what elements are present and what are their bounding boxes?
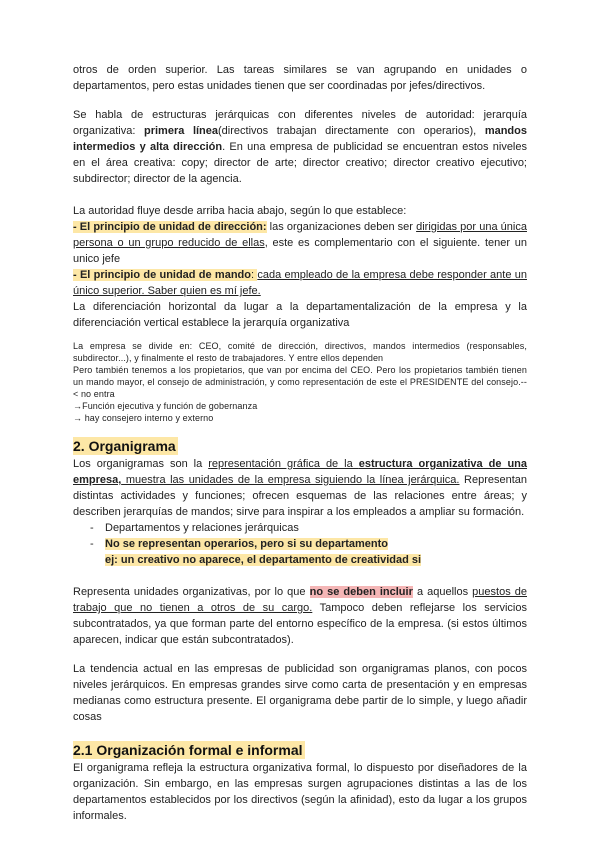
text-run: Tampoco deben reflejarse los servicios subcontratados, ya que forman parte del entorno específico de la empresa. (si estos últimos aparecen, indicar que están subcontratados). [73, 602, 527, 646]
paragraph-represents [73, 584, 527, 648]
bold-underline-run: estructura organizativa de una empresa, [73, 458, 528, 486]
list-item [73, 536, 527, 552]
paragraph-tendency: La tendencia actual en las empresas de publicidad son organigramas planos, con pocos niveles jerárquicos. En empresas grandes sirve como carta de presentación y en empresas medianas como estructura presente. El organigrama debe partir de lo simple, y luego añadir cosas [73, 663, 527, 723]
list-item-text: No se representan operarios, pero si su departamento [105, 538, 389, 550]
underline-run: dirigidas por una única persona o un grupo reducido de ellas [73, 221, 527, 249]
paragraph-departments: otros de orden superior. Las tareas similares se van agrupando en unidades o departamentos, pero estas unidades tienen que ser coordinadas por jefes/directivos. [73, 64, 527, 92]
list-item-continuation [73, 552, 527, 568]
list-item [73, 520, 527, 536]
bullet-dash: - [90, 522, 94, 534]
organigrama-list [73, 520, 527, 568]
bold-principle-direction: El principio de unidad de dirección: [79, 221, 267, 233]
principle-command [73, 267, 527, 299]
note-company-division: La empresa se divide en: CEO, comité de dirección, directivos, mandos intermedios (responsables, subdirector...), y finalmente el resto de trabajadores. Y entre ellos dependen [73, 341, 527, 363]
text-run: . En una empresa de publicidad se encuentran estos niveles en el área creativa: copy; director de arte; director creativo; director creativo ejecutivo; subdirector; director de la agencia. [73, 141, 527, 185]
dash: - [73, 221, 80, 233]
bold-primera-linea: primera línea [143, 125, 219, 137]
bold-mandos: mandos intermedios y alta dirección [73, 125, 527, 153]
underline-run: puestos de trabajo que no tienen a otros de su cargo. [73, 586, 527, 614]
highlight-no-incluir: no se deben incluir [309, 586, 413, 598]
text-run: Los organigramas son la [73, 458, 209, 470]
heading-organizacion: 2.1 Organización formal e informal [73, 742, 303, 758]
text-run: Representa unidades organizativas, por lo que [73, 586, 310, 598]
highlight-principle-command [73, 269, 257, 281]
paragraph-hierarchy [73, 107, 527, 187]
note-consejero: → hay consejero interno y externo [73, 413, 214, 423]
principle-direction [73, 219, 527, 267]
highlight-principle-direction [73, 221, 267, 233]
text-run: (directivos trabajan directamente con operarios), [218, 125, 485, 137]
paragraph-organigrama [73, 456, 527, 520]
text-run: Se habla de estructuras jerárquicas con diferentes niveles de autoridad: jerarquía organizativa: [73, 109, 527, 137]
paragraph-formal: El organigrama refleja la estructura organizativa formal, lo dispuesto por diseñadores de la organización. Sin embargo, en las empresas surgen agrupaciones distintas a las de los departamentos establecidos por los directivos (según la afinidad), esto da lugar a los grupos informales. [73, 762, 527, 822]
list-item-text: Departamentos y relaciones jerárquicas [105, 522, 299, 534]
text-run: Representan distintas actividades y funciones; ofrecen esquemas de las relaciones entre áreas; y describen jerarquías de mandos; sirve para inspirar a los empleados a ampliar su formación. [73, 474, 527, 518]
underline-run: muestra las unidades de la empresa siguiendo la línea jerárquica. [121, 474, 460, 486]
colon: : [250, 269, 258, 281]
heading-organigrama: 2. Organigrama [73, 438, 176, 454]
document-page [73, 62, 527, 824]
dash: - [73, 269, 80, 281]
note-owners: Pero también tenemos a los propietarios, que van por encima del CEO. Pero los propietarios también tienen un mando mayor, el consejo de administración, y como representación de este el PRESIDENTE del consejo.-- < no entra [73, 365, 527, 399]
bold-principle-command: El principio de unidad de mando [79, 269, 251, 281]
text-run: a aquellos [412, 586, 473, 598]
paragraph-authority-intro: La autoridad fluye desde arriba hacia abajo, según lo que establece: [73, 205, 407, 217]
text-run: las organizaciones deben ser [266, 221, 417, 233]
paragraph-differentiation: La diferenciación horizontal da lugar a la departamentalización de la empresa y la diferenciación vertical establece la jerarquía organizativa [73, 301, 527, 329]
note-functions: →Función ejecutiva y función de gobernanza [73, 401, 258, 411]
underline-run: cada empleado de la empresa debe responder ante un único superior. Saber quien es mí jefe. [73, 269, 527, 297]
bullet-dash: - [90, 538, 94, 550]
underline-run: representación gráfica de la [208, 458, 359, 470]
list-item-text: ej: un creativo no aparece, el departamento de creatividad si [105, 554, 422, 566]
text-run: , este es complementario con el siguiente. tener un unico jefe [73, 237, 527, 265]
